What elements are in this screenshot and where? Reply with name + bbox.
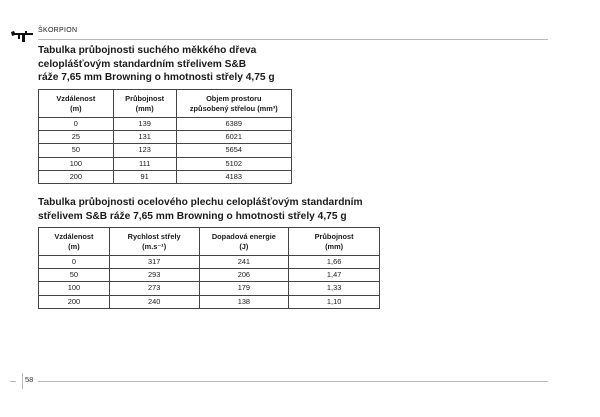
table-row xyxy=(39,170,292,183)
table-row xyxy=(39,256,380,269)
cell-distance: 200 xyxy=(39,295,110,308)
column-header-velocity: Rychlost střely (m.s⁻¹) xyxy=(109,228,199,256)
table-row xyxy=(39,131,292,144)
cell-impact-energy: 241 xyxy=(199,256,289,269)
cell-penetration: 91 xyxy=(113,170,176,183)
column-header-distance: Vzdálenost (m) xyxy=(39,90,114,118)
cell-distance: 200 xyxy=(39,170,114,183)
table1-heading-line: ráže 7,65 mm Browning o hmotnosti střely 4,75 g xyxy=(38,72,275,83)
cell-cavity-volume: 4183 xyxy=(176,170,291,183)
column-header-distance: Vzdálenost (m) xyxy=(39,228,110,256)
cell-velocity: 240 xyxy=(109,295,199,308)
cell-penetration: 1,66 xyxy=(289,256,380,269)
cell-distance: 0 xyxy=(39,256,110,269)
cell-penetration: 1,10 xyxy=(289,295,380,308)
cell-impact-energy: 138 xyxy=(199,295,289,308)
table2-heading xyxy=(38,196,363,223)
table1-heading-line: celoplášťovým standardním střelivem S&B xyxy=(38,58,247,70)
table-row xyxy=(39,295,380,308)
table-row xyxy=(39,282,380,295)
column-header-cavity-volume: Objem prostoru způsobený střelou (mm³) xyxy=(176,90,291,118)
cell-cavity-volume: 6389 xyxy=(176,118,291,131)
cell-velocity: 273 xyxy=(109,282,199,295)
steel-penetration-table xyxy=(38,227,380,309)
footer-divider xyxy=(38,381,548,382)
cell-distance: 0 xyxy=(39,118,114,131)
column-header-impact-energy: Dopadová energie (J) xyxy=(199,228,289,256)
table-header-row xyxy=(39,228,380,256)
table-row xyxy=(39,118,292,131)
cell-impact-energy: 179 xyxy=(199,282,289,295)
column-header-penetration: Průbojnost (mm) xyxy=(289,228,380,256)
cell-penetration: 1,33 xyxy=(289,282,380,295)
cell-impact-energy: 206 xyxy=(199,269,289,282)
cell-penetration: 1,47 xyxy=(289,269,380,282)
table1-heading-line: Tabulka průbojnosti suchého měkkého dřeva xyxy=(38,45,257,56)
header-divider xyxy=(38,39,548,40)
table1-heading xyxy=(38,44,275,85)
table-row xyxy=(39,144,292,157)
cell-penetration: 111 xyxy=(113,157,176,170)
cell-distance: 100 xyxy=(39,157,114,170)
cell-penetration: 131 xyxy=(113,131,176,144)
wood-penetration-table xyxy=(38,89,292,184)
cell-velocity: 317 xyxy=(109,256,199,269)
submachine-gun-icon xyxy=(11,29,33,43)
cell-velocity: 293 xyxy=(109,269,199,282)
cell-cavity-volume: 5102 xyxy=(176,157,291,170)
table-row xyxy=(39,157,292,170)
cell-cavity-volume: 5654 xyxy=(176,144,291,157)
page-number: 58 xyxy=(25,375,34,384)
cell-distance: 50 xyxy=(39,269,110,282)
cell-penetration: 139 xyxy=(113,118,176,131)
cell-distance: 50 xyxy=(39,144,114,157)
cell-cavity-volume: 6021 xyxy=(176,131,291,144)
column-header-penetration: Průbojnost (mm) xyxy=(113,90,176,118)
table-row xyxy=(39,269,380,282)
footer-tick xyxy=(22,373,23,389)
cell-penetration: 123 xyxy=(113,144,176,157)
footer-divider-left xyxy=(10,381,16,382)
cell-distance: 100 xyxy=(39,282,110,295)
table-header-row xyxy=(39,90,292,118)
section-title: ŠKORPION xyxy=(38,27,78,34)
cell-distance: 25 xyxy=(39,131,114,144)
table2-heading-line: střelivem S&B ráže 7,65 mm Browning o hmotnosti střely 4,75 g xyxy=(38,210,347,222)
table2-heading-line: Tabulka průbojnosti ocelového plechu celoplášťovým standardním xyxy=(38,197,363,208)
